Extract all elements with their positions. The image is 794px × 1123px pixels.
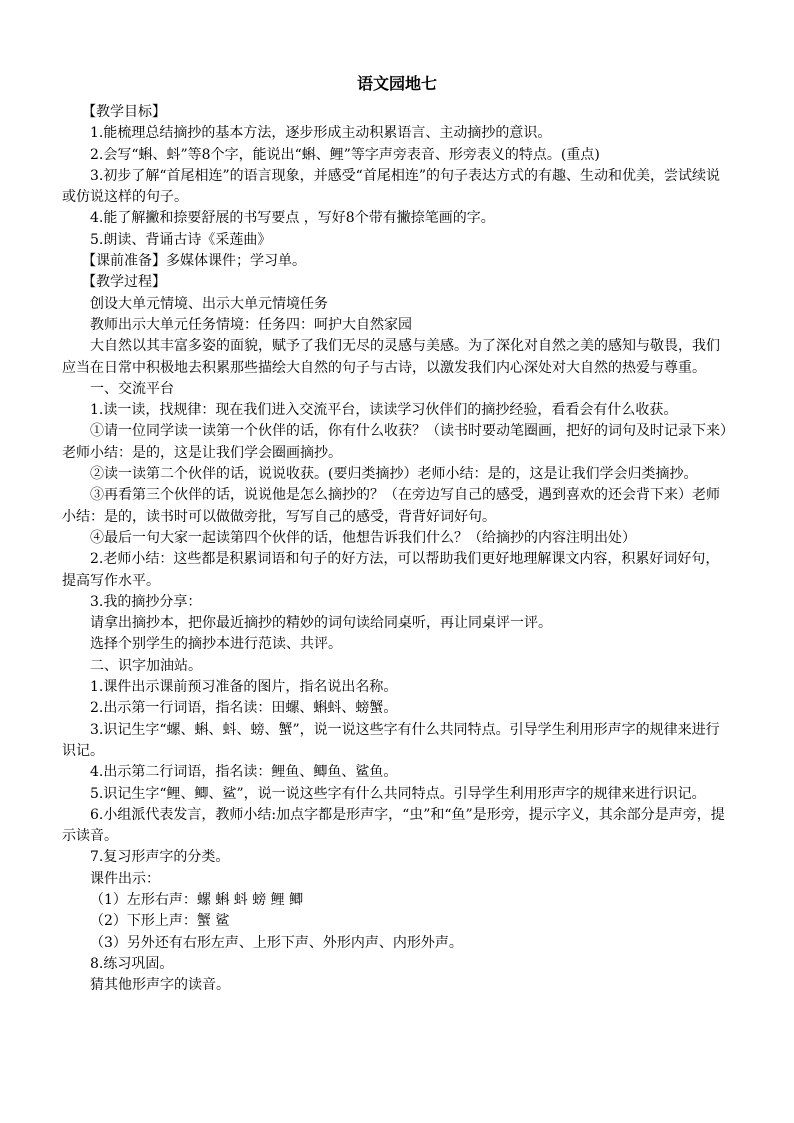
body-paragraph: ③再看第三个伙伴的话，说说他是怎么摘抄的？（在旁边写自己的感受，遇到喜欢的还会背下来）老师小结：是的，读书时可以做做旁批，写写自己的感受，背背好词好句。 (62, 487, 720, 525)
body-paragraph: 3.我的摘抄分享： (90, 593, 202, 610)
document-body (62, 102, 732, 996)
list-item: （1）左形右声：螺 蝌 蚪 螃 鲤 鲫 (90, 891, 304, 908)
body-paragraph: 2.出示第一行词语，指名读：田螺、蝌蚪、螃蟹。 (90, 700, 398, 717)
body-paragraph: 7.复习形声字的分类。 (90, 849, 230, 866)
objective-item: 2.会写“蝌、蚪”等8个字，能说出“蝌、鲤”等字声旁表音、形旁表义的特点。(重点) (90, 146, 600, 163)
body-paragraph: 8.练习巩固。 (90, 955, 174, 972)
body-paragraph: ②读一读第二个伙伴的话，说说收获。(要归类摘抄）老师小结：是的，这是让我们学会归类摘抄。 (90, 466, 698, 483)
body-paragraph: 请拿出摘抄本，把你最近摘抄的精妙的词句读给同桌听，再让同桌评一评。 (90, 615, 552, 632)
body-paragraph: 教师出示大单元任务情境：任务四：呵护大自然家园 (90, 316, 412, 333)
section-heading-preparation: 【课前准备】多媒体课件；学习单。 (82, 253, 306, 270)
section-heading-literacy: 二、识字加油站。 (90, 657, 202, 674)
body-paragraph: 6.小组派代表发言，教师小结:加点字都是形声字，“虫”和“鱼”是形旁，提示字义，其余部分是声旁，提示读音。 (62, 806, 725, 845)
objective-item: 1.能梳理总结摘抄的基本方法，逐步形成主动积累语言、主动摘抄的意识。 (90, 125, 552, 142)
objective-item: 5.朗读、背诵古诗《采莲曲》 (90, 231, 272, 248)
body-paragraph: 大自然以其丰富多姿的面貌，赋予了我们无尽的灵感与美感。为了深化对自然之美的感知与敬畏，我们应当在日常中积极地去积累那些描绘大自然的句子与古诗，以激发我们内心深处对大自然的热爱与尊重。 (62, 338, 720, 376)
body-paragraph: ①请一位同学读一读第一个伙伴的话，你有什么收获？（读书时要动笔圈画，把好的词句及时记录下来）老师小结：是的，这是让我们学会圈画摘抄。 (62, 423, 727, 461)
page-title: 语文园地七 (356, 74, 437, 93)
body-paragraph: 选择个别学生的摘抄本进行范读、共评。 (90, 636, 342, 653)
section-heading-exchange: 一、交流平台 (90, 380, 174, 397)
section-heading-process: 【教学过程】 (82, 274, 166, 291)
body-paragraph: 2.老师小结：这些都是积累词语和句子的好方法，可以帮助我们更好地理解课文内容，积累好词好句，提高写作水平。 (62, 551, 720, 589)
body-paragraph: 1.读一读，找规律：现在我们进入交流平台，读读学习伙伴们的摘抄经验，看看会有什么收获。 (90, 402, 678, 419)
body-paragraph: 3.识记生字“螺、蝌、蚪、螃、蟹”，说一说这些字有什么共同特点。引导学生利用形声字的规律来进行识记。 (62, 721, 720, 759)
body-paragraph: 课件出示： (90, 870, 160, 887)
objective-item: 3.初步了解“首尾相连”的语言现象，并感受“首尾相连”的句子表达方式的有趣、生动和优美，尝试续说或仿说这样的句子。 (62, 167, 720, 206)
section-heading-objectives: 【教学目标】 (82, 104, 166, 120)
body-paragraph: ④最后一句大家一起读第四个伙伴的话，他想告诉我们什么？（给摘抄的内容注明出处） (90, 529, 636, 546)
body-paragraph: 1.课件出示课前预习准备的图片，指名说出名称。 (90, 679, 398, 696)
objective-item: 4.能了解撇和捺要舒展的书写要点 ，写好8个带有撇捺笔画的字。 (90, 210, 495, 227)
body-paragraph: 4.出示第二行词语，指名读：鲤鱼、鲫鱼、鲨鱼。 (90, 764, 398, 781)
list-item: （3）另外还有右形左声、上形下声、外形内声、内形外声。 (90, 934, 463, 951)
body-paragraph: 猜其他形声字的读音。 (90, 977, 230, 994)
body-paragraph: 5.识记生字“鲤、鲫、鲨”，说一说这些字有什么共同特点。引导学生利用形声字的规律来进行识记。 (90, 785, 706, 802)
body-paragraph: 创设大单元情境、出示大单元情境任务 (90, 295, 328, 312)
list-item: （2）下形上声：蟹 鲨 (90, 913, 230, 930)
